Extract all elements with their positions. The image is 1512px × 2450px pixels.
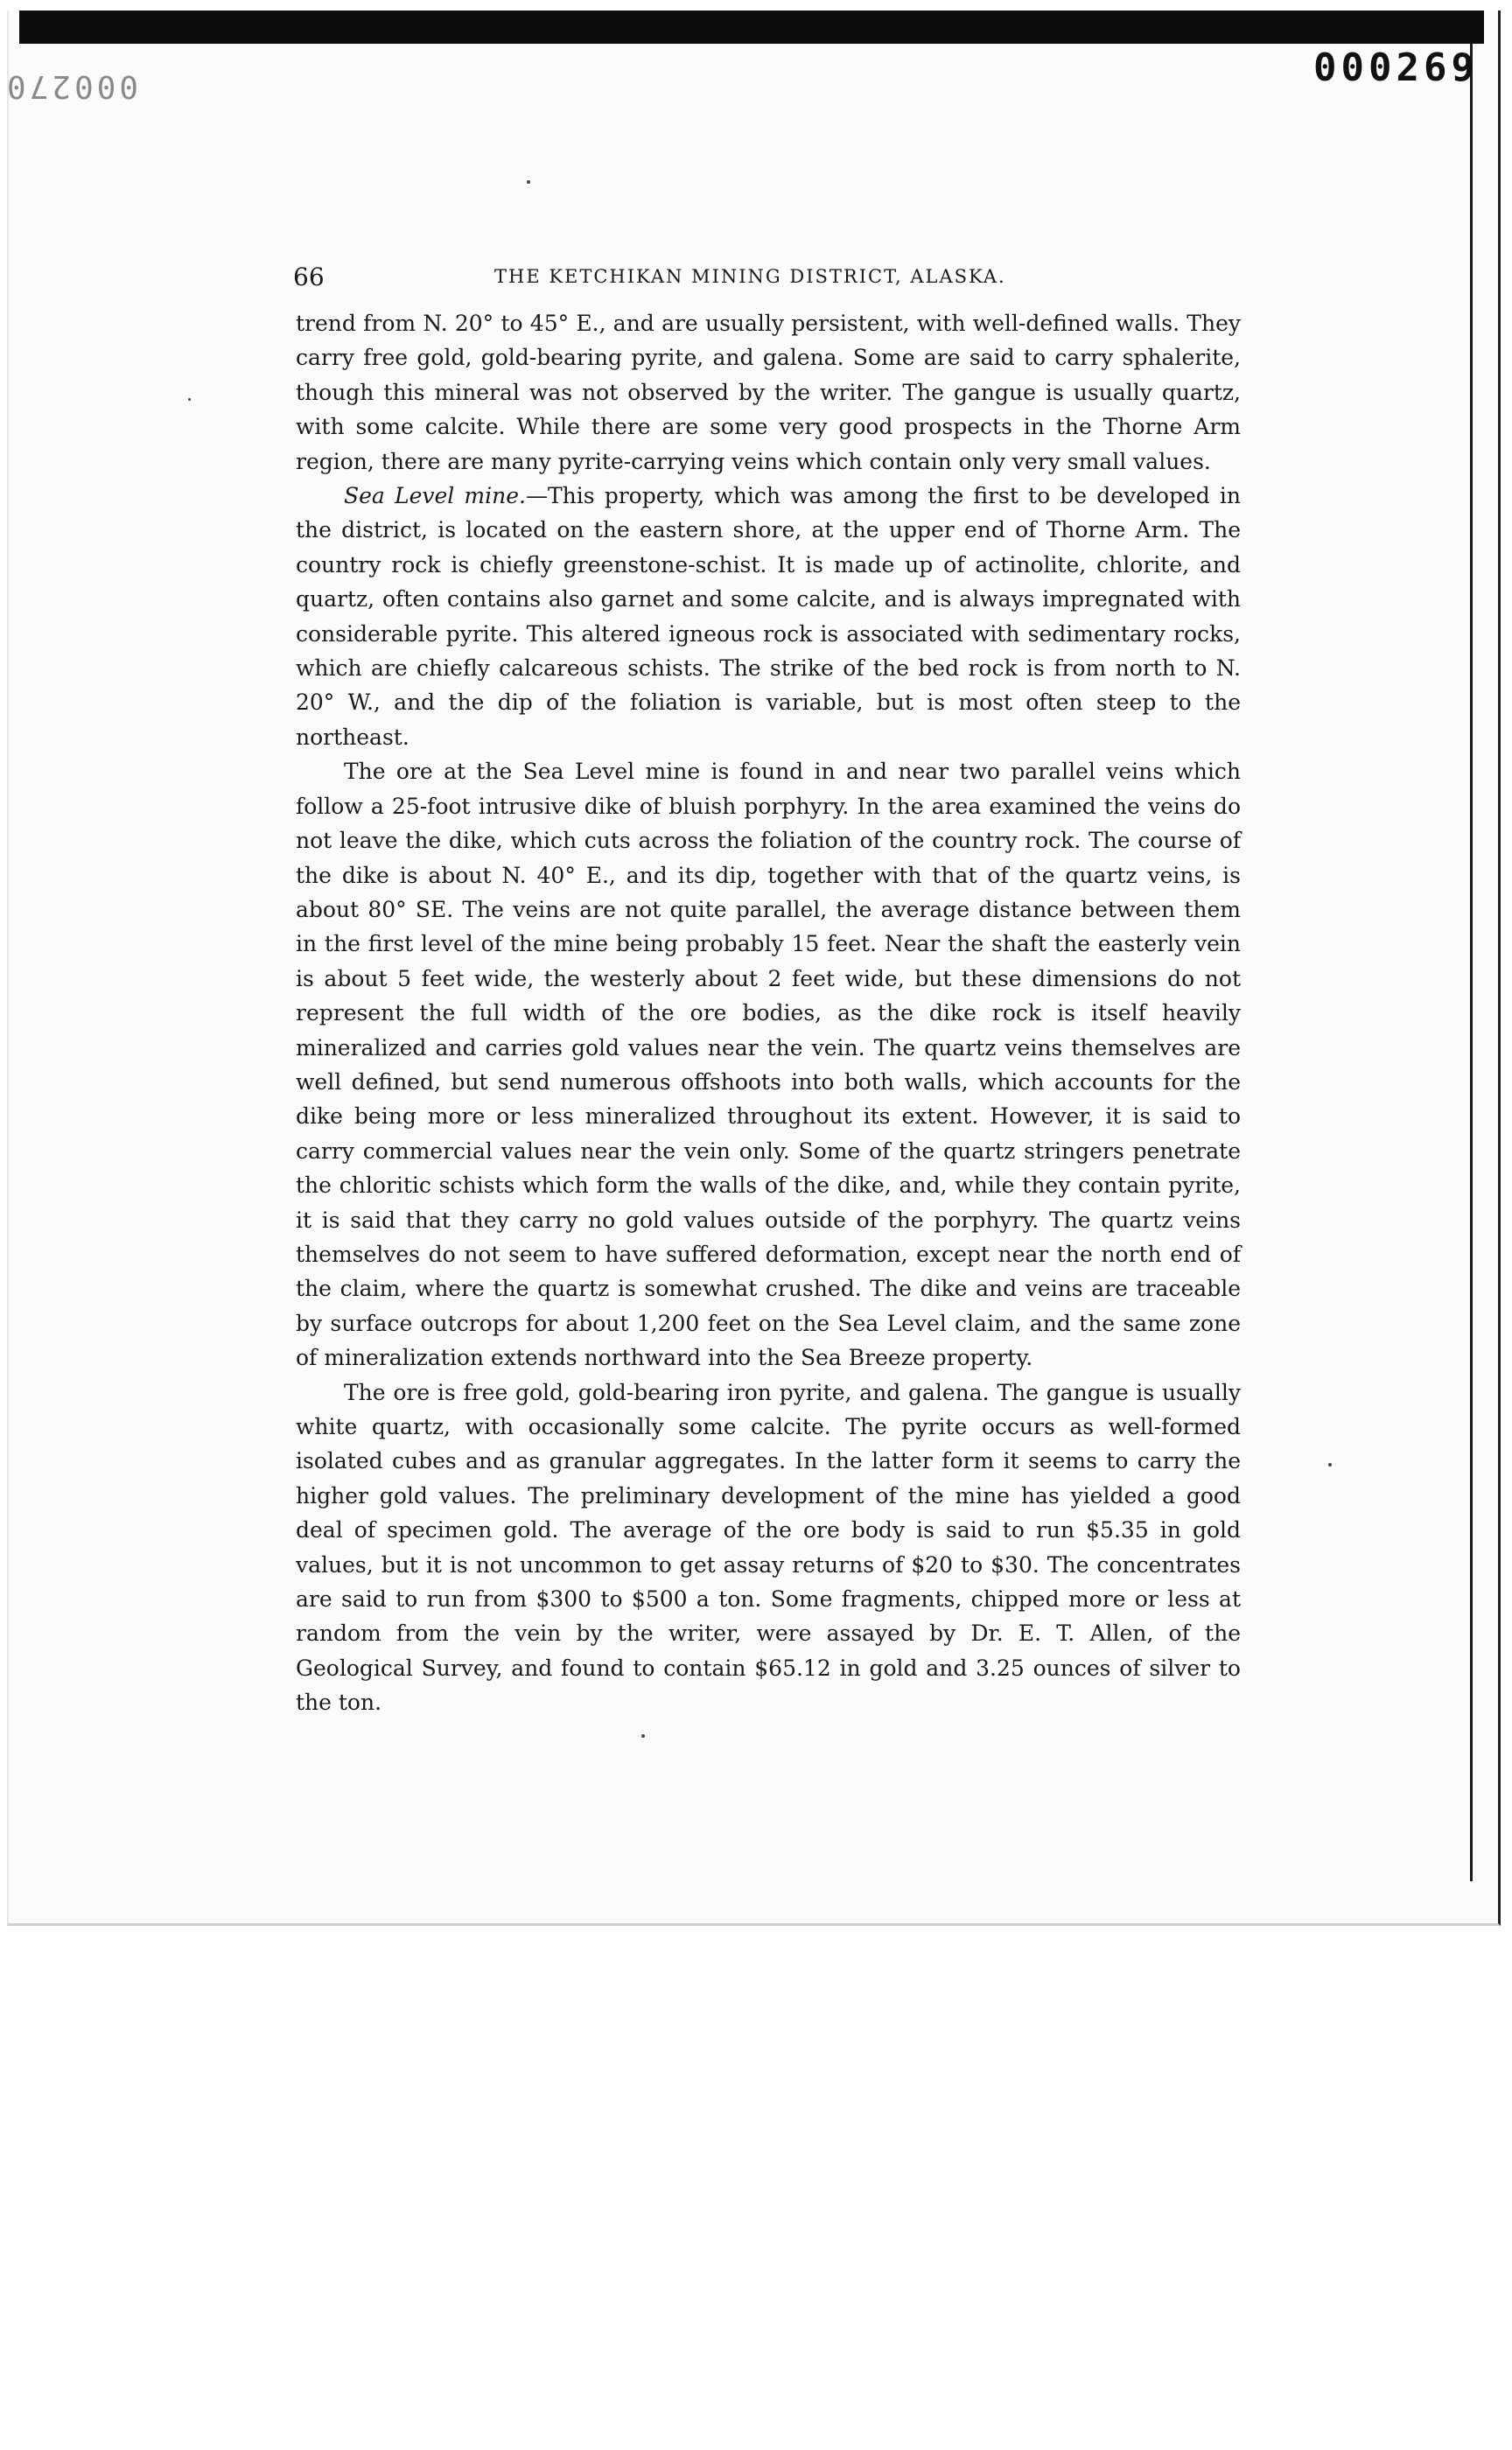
page-number: 66 [293,262,325,291]
scan-speck [641,1734,645,1738]
paragraph-2 [296,479,1241,754]
running-head [293,262,1242,298]
paragraph-1: trend from N. 20° to 45° E., and are usually persistent, with well-defined walls. They carry free gold, gold-bearing pyrite, and galena. Some are said to carry sphalerite, though this mineral was not observed by the writer. The gangue is usually quartz, with some calcite. While there are some very good prospects in the Thorne Arm region, there are many pyrite-carrying veins which contain only very small values. [296,311,1241,474]
mirrored-stamp-number: 000270 [4,68,139,104]
page-header-title: THE KETCHIKAN MINING DISTRICT, ALASKA. [494,266,1006,287]
scan-edge-line [1470,44,1473,1881]
scan-speck [527,180,530,184]
scan-speck [1328,1463,1332,1466]
section-heading-sea-level-mine: Sea Level mine. [344,483,526,509]
body-text [296,306,1241,1720]
scan-top-band [19,10,1484,44]
paragraph-2-text: —This property, which was among the first to be developed in the district, is located on the eastern shore, at the upper end of Thorne Arm. The country rock is chiefly greenstone-schist. It is made up of actinolite, chlorite, and quartz, often contains also garnet and some calcite, and is always impregnated with considerable pyrite. This altered igneous rock is associated with sedimentary rocks, which are chiefly calcareous schists. The strike of the bed rock is from north to N. 20° W., and the dip of the foliation is variable, but is most often steep to the northeast. [296,483,1242,750]
archive-stamp-number: 000269 [1313,46,1479,90]
paragraph-3: The ore at the Sea Level mine is found in and near two parallel veins which follow a 25-foot intrusive dike of bluish porphyry. In the area examined the veins do not leave the dike, which cuts across the foliation of the country rock. The course of the dike is about N. 40° E., and its dip, together with that of the quartz veins, is about 80° SE. The veins are not quite parallel, the average distance between them in the first level of the mine being probably 15 feet. Near the shaft the easterly vein is about 5 feet wide, the westerly about 2 feet wide, but these dimensions do not represent the full width of the ore bodies, as the dike rock is itself heavily mineralized and carries gold values near the vein. The quartz veins themselves are well defined, but send numerous offshoots into both walls, which accounts for the dike being more or less mineralized throughout its extent. However, it is said to carry commercial values near the vein only. Some of the quartz stringers penetrate the chloritic schists which form the walls of the dike, and, while they contain pyrite, it is said that they carry no gold values outside of the porphyry. The quartz veins themselves do not seem to have suffered deformation, except near the north end of the claim, where the quartz is somewhat crushed. The dike and veins are traceable by surface outcrops for about 1,200 feet on the Sea Level claim, and the same zone of mineralization extends northward into the Sea Breeze property. [296,759,1241,1371]
scan-speck [188,398,191,401]
paragraph-4: The ore is free gold, gold-bearing iron pyrite, and galena. The gangue is usually white quartz, with occasionally some calcite. The pyrite occurs as well-formed isolated cubes and as granular aggregates. In the latter form it seems to carry the higher gold values. The preliminary development of the mine has yielded a good deal of specimen gold. The average of the ore body is said to run $5.35 in gold values, but it is not uncommon to get assay returns of $20 to $30. The concentrates are said to run from $300 to $500 a ton. Some fragments, chipped more or less at random from the vein by the writer, were assayed by Dr. E. T. Allen, of the Geological Survey, and found to contain $65.12 in gold and 3.25 ounces of silver to the ton. [296,1379,1241,1716]
